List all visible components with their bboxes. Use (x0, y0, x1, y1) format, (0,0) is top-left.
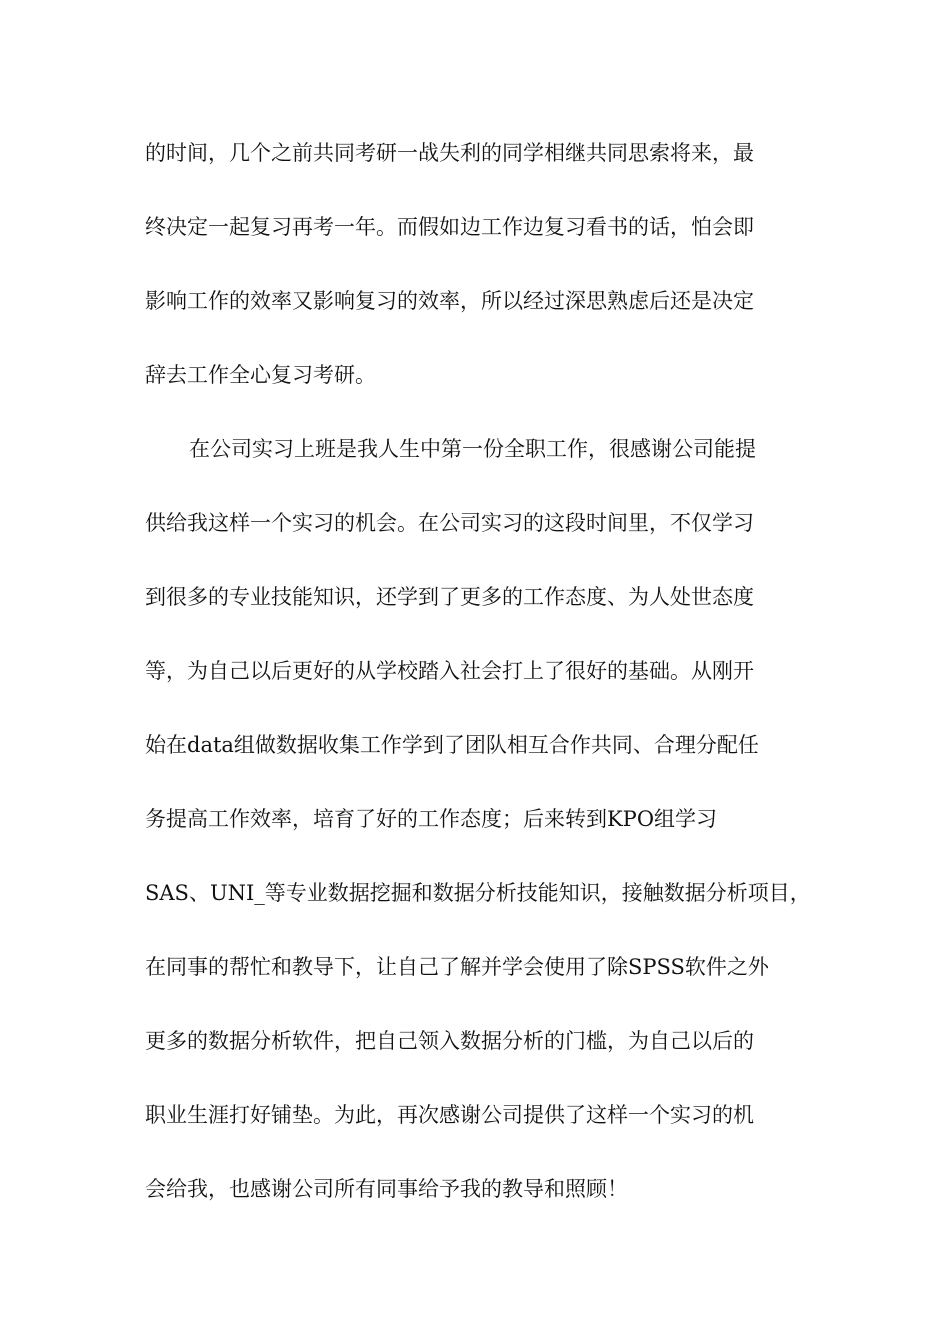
text-line-10: 务提高工作效率，培育了好的工作态度；后来转到KPO组学习 (145, 807, 718, 831)
text-line-11: SAS、UNI_等专业数据挖掘和数据分析技能知识，接触数据分析项目， (145, 881, 811, 905)
text-line-4: 辞去工作全心复习考研。 (145, 363, 376, 387)
body-text (145, 129, 830, 1239)
text-line-8: 等，为自己以后更好的从学校踏入社会打上了很好的基础。从刚开 (145, 659, 754, 683)
text-line-2: 终决定一起复习再考一年。而假如边工作边复习看书的话，怕会即 (145, 215, 754, 239)
text-line-13: 更多的数据分析软件，把自己领入数据分析的门槛，为自己以后的 (145, 1029, 754, 1053)
text-line-15: 会给我，也感谢公司所有同事给予我的教导和照顾！ (145, 1177, 628, 1201)
text-line-3: 影响工作的效率又影响复习的效率，所以经过深思熟虑后还是决定 (145, 289, 754, 313)
text-line-9: 始在data组做数据收集工作学到了团队相互合作共同、合理分配任 (145, 733, 759, 757)
text-line-14: 职业生涯打好铺垫。为此，再次感谢公司提供了这样一个实习的机 (145, 1103, 754, 1127)
text-line-1: 的时间，几个之前共同考研一战失利的同学相继共同思索将来，最 (145, 141, 754, 165)
text-line-12: 在同事的帮忙和教导下，让自己了解并学会使用了除SPSS软件之外 (145, 955, 769, 979)
text-line-5: 在公司实习上班是我人生中第一份全职工作，很感谢公司能提 (189, 437, 756, 461)
text-line-6: 供给我这样一个实习的机会。在公司实习的这段时间里，不仅学习 (145, 511, 754, 535)
text-line-7: 到很多的专业技能知识，还学到了更多的工作态度、为人处世态度 (145, 585, 754, 609)
